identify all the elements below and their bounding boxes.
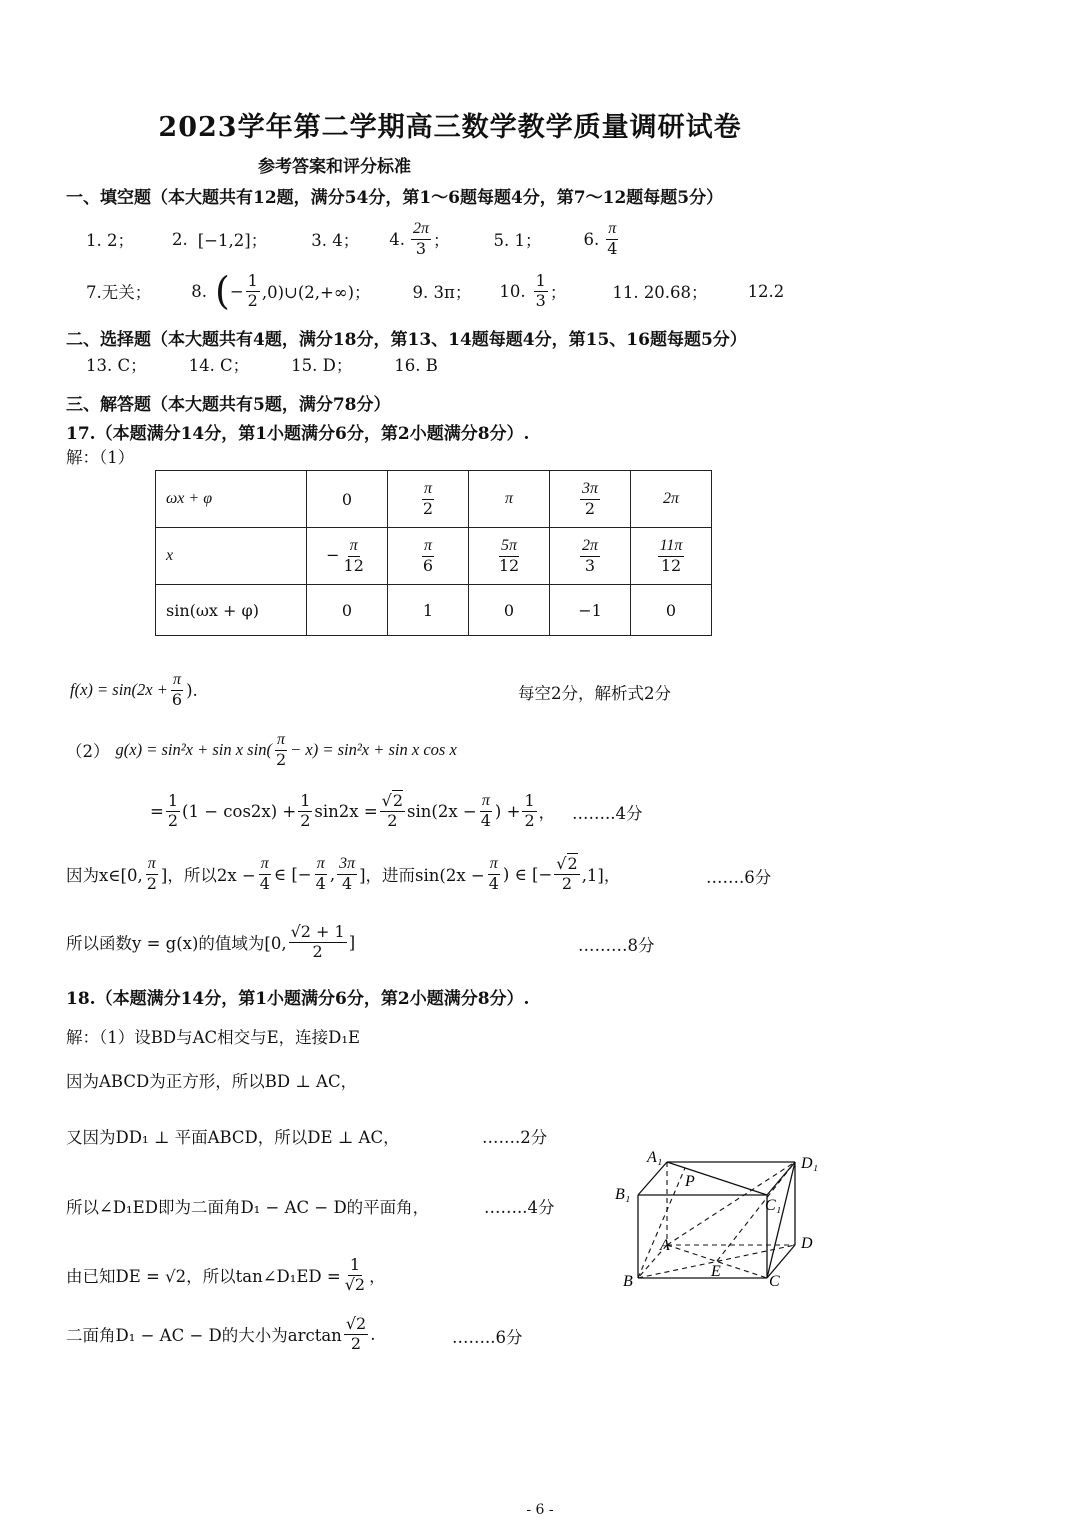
q18-line6-den: 2 — [350, 1333, 362, 1353]
page-number: - 6 - — [526, 1502, 554, 1518]
answer-3: 3. 4； — [311, 231, 360, 250]
gx-line1-a: g(x) = sin²x + sin x sin( — [115, 740, 272, 759]
gx-line1-b: − x) = sin²x + sin x cos x — [290, 740, 457, 759]
label-D1: D₁ — [801, 1155, 819, 1172]
label-D: D — [801, 1235, 813, 1252]
section3-heading: 三、解答题（本大题共有5题，满分78分） — [66, 395, 391, 415]
range-a: 因为x∈[0, — [66, 866, 143, 885]
value-range-fraction — [289, 923, 347, 961]
q18-line5-b: ， — [369, 1267, 386, 1286]
fill-answers-row2 — [86, 266, 784, 316]
table-row — [156, 585, 712, 636]
fill-answers-row1 — [86, 216, 621, 262]
table-cell: 2π — [631, 471, 712, 528]
part2-label: （2） — [66, 742, 110, 761]
answer-9: 9. 3π； — [412, 283, 472, 302]
answer-10-suffix: ； — [549, 283, 567, 302]
answer-4-fraction — [411, 220, 431, 258]
answer-4-den: 3 — [415, 238, 427, 258]
answer-10-fraction — [534, 272, 548, 310]
q18-line6-num: √2 — [345, 1314, 367, 1334]
q18-line1: 解：（1）设BD与AC相交与E，连接D₁E — [66, 1028, 361, 1047]
table-row-header: sin(ωx + φ) — [156, 585, 307, 636]
q18-score6: ……..6分 — [452, 1328, 523, 1347]
answer-4-suffix: ； — [432, 231, 450, 250]
fx-rhs: ). — [186, 680, 198, 700]
choice-answers: 13. C； 14. C； 15. D； 16. B — [86, 356, 438, 375]
cube-figure — [605, 1140, 835, 1295]
table-cell: 0 — [631, 585, 712, 636]
table-cell: 0 — [469, 585, 550, 636]
q17-part1-label: 解：（1） — [66, 448, 135, 467]
label-A: A — [660, 1237, 670, 1254]
fx-formula — [70, 665, 198, 715]
label-B: B — [623, 1273, 633, 1290]
score-8: ………8分 — [578, 936, 655, 955]
gx-line2-a: (1 − cos2x) + — [182, 801, 297, 821]
value-range-den: 2 — [312, 941, 323, 961]
range-line: 因为x∈[0, $\frac{\pi}{2}$ ]，所以2x − $\frac{\pi}{4}$ ∈ [− $\frac{\pi}{4}$ , $\frac{3\pi}{4}$ ]，进而sin(2x − $\frac{\pi}{4}$ ) ∈ [− $\frac{√2}{2}$ ,1]， — [66, 854, 621, 893]
table-cell: −1 — [550, 585, 631, 636]
table-row-header: x — [156, 528, 307, 585]
label-P: P — [685, 1173, 695, 1190]
table-cell: $\frac{11\pi}{12}$ — [631, 528, 712, 585]
gx-line2: = $\frac{1}{2}$ (1 − cos2x) + $\frac{1}{2}$ sin2x = $\frac{√2}{2}$ sin(2x − $\frac{\pi}{4}$ ) + $\frac{1}{2}$ ， — [150, 791, 556, 830]
fx-score: 每空2分，解析式2分 — [518, 684, 671, 703]
gx-line2-b: sin2x = — [314, 801, 378, 821]
q18-line6-fraction — [344, 1315, 368, 1353]
answer-4-label: 4. — [389, 229, 405, 249]
q18-line6-a: 二面角D₁ − AC − D的大小为arctan — [66, 1326, 342, 1345]
q18-line4: 所以∠D₁ED即为二面角D₁ − AC − D的平面角， — [66, 1198, 430, 1217]
answer-6-fraction — [605, 220, 619, 258]
gx-line2-frac1: $\frac{1}{2}$ — [167, 791, 179, 830]
range-f: ,1]， — [581, 866, 621, 885]
answer-8-den: 2 — [247, 290, 258, 310]
answer-8-open-paren: ( — [215, 269, 230, 313]
q18-line5-a: 由已知DE = √2，所以tan∠D₁ED = — [66, 1267, 341, 1286]
table-row — [156, 528, 712, 585]
gx-line2-c: sin(2x − — [407, 801, 477, 821]
q18-score4: ……..4分 — [484, 1198, 555, 1217]
range-c: ∈ [− — [273, 864, 312, 884]
value-range-b: ] — [348, 932, 356, 952]
q18-line6 — [66, 1308, 375, 1360]
answer-6-num: π — [606, 220, 618, 239]
answer-8-label: 8. — [191, 281, 207, 301]
q18-line5-num: 1 — [349, 1255, 360, 1275]
table-cell: $\frac{3\pi}{2}$ — [550, 471, 631, 528]
table-cell: 0 — [307, 471, 388, 528]
fx-fraction — [170, 671, 184, 709]
table-cell: $\frac{2\pi}{3}$ — [550, 528, 631, 585]
table-cell: 0 — [307, 585, 388, 636]
label-A1: A₁ — [647, 1149, 663, 1166]
q18-line6-b: . — [370, 1324, 376, 1344]
label-C1: C₁ — [765, 1197, 782, 1214]
answer-7: 7.无关； — [86, 283, 152, 302]
table-cell: $\frac{\pi}{6}$ — [388, 528, 469, 585]
q18-line3: 又因为DD₁ ⊥ 平面ABCD，所以DE ⊥ AC， — [66, 1128, 400, 1147]
page-subtitle: 参考答案和评分标准 — [258, 157, 411, 177]
gx-line2-d: ) + — [494, 801, 521, 821]
score-4: ……..4分 — [572, 804, 643, 823]
q18-line2: 因为ABCD为正方形，所以BD ⊥ AC， — [66, 1072, 358, 1091]
answer-6-label: 6. — [583, 229, 600, 249]
section1-heading: 一、填空题（本大题共有12题，满分54分，第1～6题每题4分，第7～12题每题5分） — [66, 188, 724, 208]
answer-12: 12.2 — [747, 281, 785, 301]
label-B1: B₁ — [615, 1186, 631, 1203]
table-row-header: ωx + φ — [156, 471, 307, 528]
q18-line5 — [66, 1250, 386, 1300]
fx-lhs: f(x) = sin(2x + — [70, 680, 168, 699]
q18-score2: …….2分 — [482, 1128, 548, 1147]
score-6: …….6分 — [706, 868, 772, 887]
answer-8-minus: − — [229, 281, 244, 301]
q18-line5-den: √2 — [344, 1274, 366, 1294]
value-range-line — [66, 914, 355, 970]
fx-num: π — [171, 671, 183, 690]
q18-heading: 18.（本题满分14分，第1小题满分6分，第2小题满分8分）. — [66, 989, 530, 1009]
q18-line5-fraction — [343, 1256, 367, 1294]
gx-line2-frac4: $\frac{\pi}{4}$ — [480, 792, 491, 830]
gx-line2-e: ， — [538, 803, 556, 822]
answer-4-num: 2π — [411, 220, 431, 239]
table-row — [156, 471, 712, 528]
gx-line1 — [66, 725, 457, 775]
range-b: ]，所以2x − — [160, 866, 256, 885]
section2-heading: 二、选择题（本大题共有4题，满分18分，第13、14题每题4分，第15、16题每题5分） — [66, 330, 747, 350]
answer-8-tail: ,0)∪(2,+∞)； — [261, 283, 371, 302]
table-cell: 1 — [388, 585, 469, 636]
table-cell: − $\frac{\pi}{12}$ — [307, 528, 388, 585]
q17-heading: 17.（本题满分14分，第1小题满分6分，第2小题满分8分）. — [66, 424, 530, 444]
fx-den: 6 — [171, 689, 183, 709]
table-cell: $\frac{5\pi}{12}$ — [469, 528, 550, 585]
table-cell: $\frac{\pi}{2}$ — [388, 471, 469, 528]
gx-line2-frac2: $\frac{1}{2}$ — [300, 791, 311, 830]
answer-2: [−1,2]； — [197, 231, 268, 250]
answer-2-label: 2. — [172, 229, 188, 249]
range-e: ) ∈ [− — [502, 864, 553, 884]
answer-10-num: 1 — [535, 271, 546, 291]
answer-10-den: 3 — [535, 290, 546, 310]
gx-line2-frac5: $\frac{1}{2}$ — [524, 791, 535, 830]
range-d: ]，进而sin(2x − — [359, 866, 485, 885]
answer-8-fraction — [246, 272, 260, 310]
value-range-a: 所以函数y = g(x)的值域为[0, — [66, 934, 287, 953]
label-E: E — [711, 1263, 721, 1280]
table-cell: π — [469, 471, 550, 528]
gx-line1-fraction: $\frac{\pi}{2}$ — [275, 731, 287, 769]
answer-11: 11. 20.68； — [612, 283, 708, 302]
answer-10-label: 10. — [499, 281, 526, 301]
gx-line2-frac3: $\frac{√2}{2}$ — [381, 791, 404, 830]
page-title: 2023学年第二学期高三数学教学质量调研试卷 — [158, 112, 742, 143]
q17-value-table — [155, 470, 712, 636]
value-range-num: √2 + 1 — [290, 922, 345, 942]
answer-5: 5. 1； — [493, 231, 542, 250]
label-C: C — [769, 1273, 780, 1290]
answer-6-den: 4 — [607, 238, 618, 258]
answer-1: 1. 2； — [86, 231, 134, 250]
answer-8-num: 1 — [247, 271, 258, 291]
